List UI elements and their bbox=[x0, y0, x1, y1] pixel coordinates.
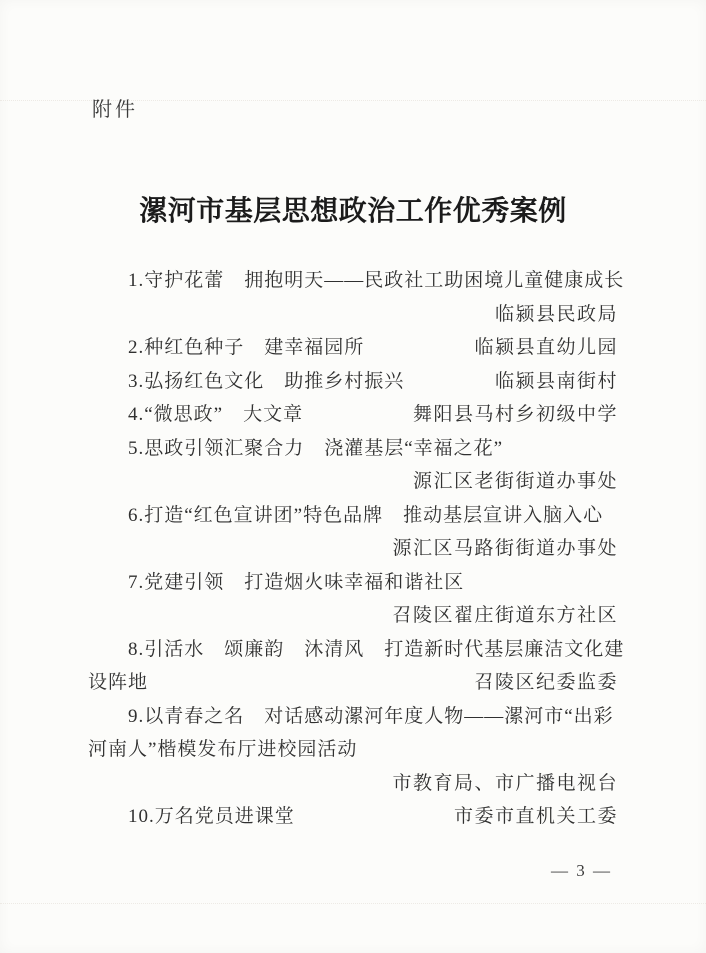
case-line bbox=[88, 631, 625, 665]
case-title-text: 设阵地 bbox=[88, 672, 149, 694]
case-line bbox=[88, 698, 618, 732]
case-title-text: 10.万名党员进课堂 bbox=[128, 806, 295, 828]
case-title-text: 4.“微思政” 大文章 bbox=[128, 404, 304, 426]
case-unit-text: 舞阳县马村乡初级中学 bbox=[412, 404, 618, 426]
case-line bbox=[88, 262, 625, 296]
case-unit-text: 召陵区翟庄街道东方社区 bbox=[392, 605, 618, 627]
case-line bbox=[88, 597, 618, 631]
scan-artifact-line-bottom bbox=[0, 903, 706, 904]
case-line bbox=[88, 363, 618, 397]
case-line bbox=[88, 296, 618, 330]
page-number: — 3 — bbox=[551, 861, 612, 880]
case-line bbox=[88, 396, 618, 430]
case-unit-text: 市委市直机关工委 bbox=[453, 806, 618, 828]
case-line bbox=[88, 430, 618, 464]
case-line bbox=[88, 564, 618, 598]
case-unit-text: 源汇区老街街道办事处 bbox=[412, 471, 618, 493]
case-title-text: 3.弘扬红色文化 助推乡村振兴 bbox=[128, 370, 405, 392]
case-unit-text: 源汇区马路街街道办事处 bbox=[392, 538, 618, 560]
case-title-text: 5.思政引领汇聚合力 浇灌基层“幸福之花” bbox=[128, 437, 504, 459]
case-title-text: 7.党建引领 打造烟火味幸福和谐社区 bbox=[128, 571, 465, 593]
case-title-text: 1.守护花蕾 拥抱明天——民政社工助困境儿童健康成长 bbox=[128, 270, 625, 292]
case-title-text: 9.以青春之名 对话感动漯河年度人物——漯河市“出彩 bbox=[128, 705, 614, 727]
case-title-text: 8.引活水 颂廉韵 沐清风 打造新时代基层廉洁文化建 bbox=[128, 638, 625, 660]
case-line bbox=[88, 329, 618, 363]
case-title-text: 2.种红色种子 建幸福园所 bbox=[128, 337, 365, 359]
case-line bbox=[88, 497, 618, 531]
case-line bbox=[88, 731, 618, 765]
case-line bbox=[88, 798, 618, 832]
case-title-text: 河南人”楷模发布厅进校园活动 bbox=[88, 739, 358, 761]
case-line bbox=[88, 530, 618, 564]
case-unit-text: 市教育局、市广播电视台 bbox=[392, 772, 618, 794]
case-line bbox=[88, 664, 618, 698]
case-unit-text: 临颍县民政局 bbox=[494, 303, 618, 325]
document-title: 漯河市基层思想政治工作优秀案例 bbox=[139, 196, 567, 227]
case-line bbox=[88, 765, 618, 799]
case-unit-text: 临颍县直幼儿园 bbox=[474, 337, 618, 359]
case-title-text: 6.打造“红色宣讲团”特色品牌 推动基层宣讲入脑入心 bbox=[128, 504, 604, 526]
attachment-label: 附件 bbox=[92, 99, 138, 121]
case-unit-text: 召陵区纪委监委 bbox=[474, 672, 618, 694]
case-line bbox=[88, 463, 618, 497]
case-unit-text: 临颍县南街村 bbox=[494, 370, 618, 392]
case-list bbox=[88, 262, 625, 832]
